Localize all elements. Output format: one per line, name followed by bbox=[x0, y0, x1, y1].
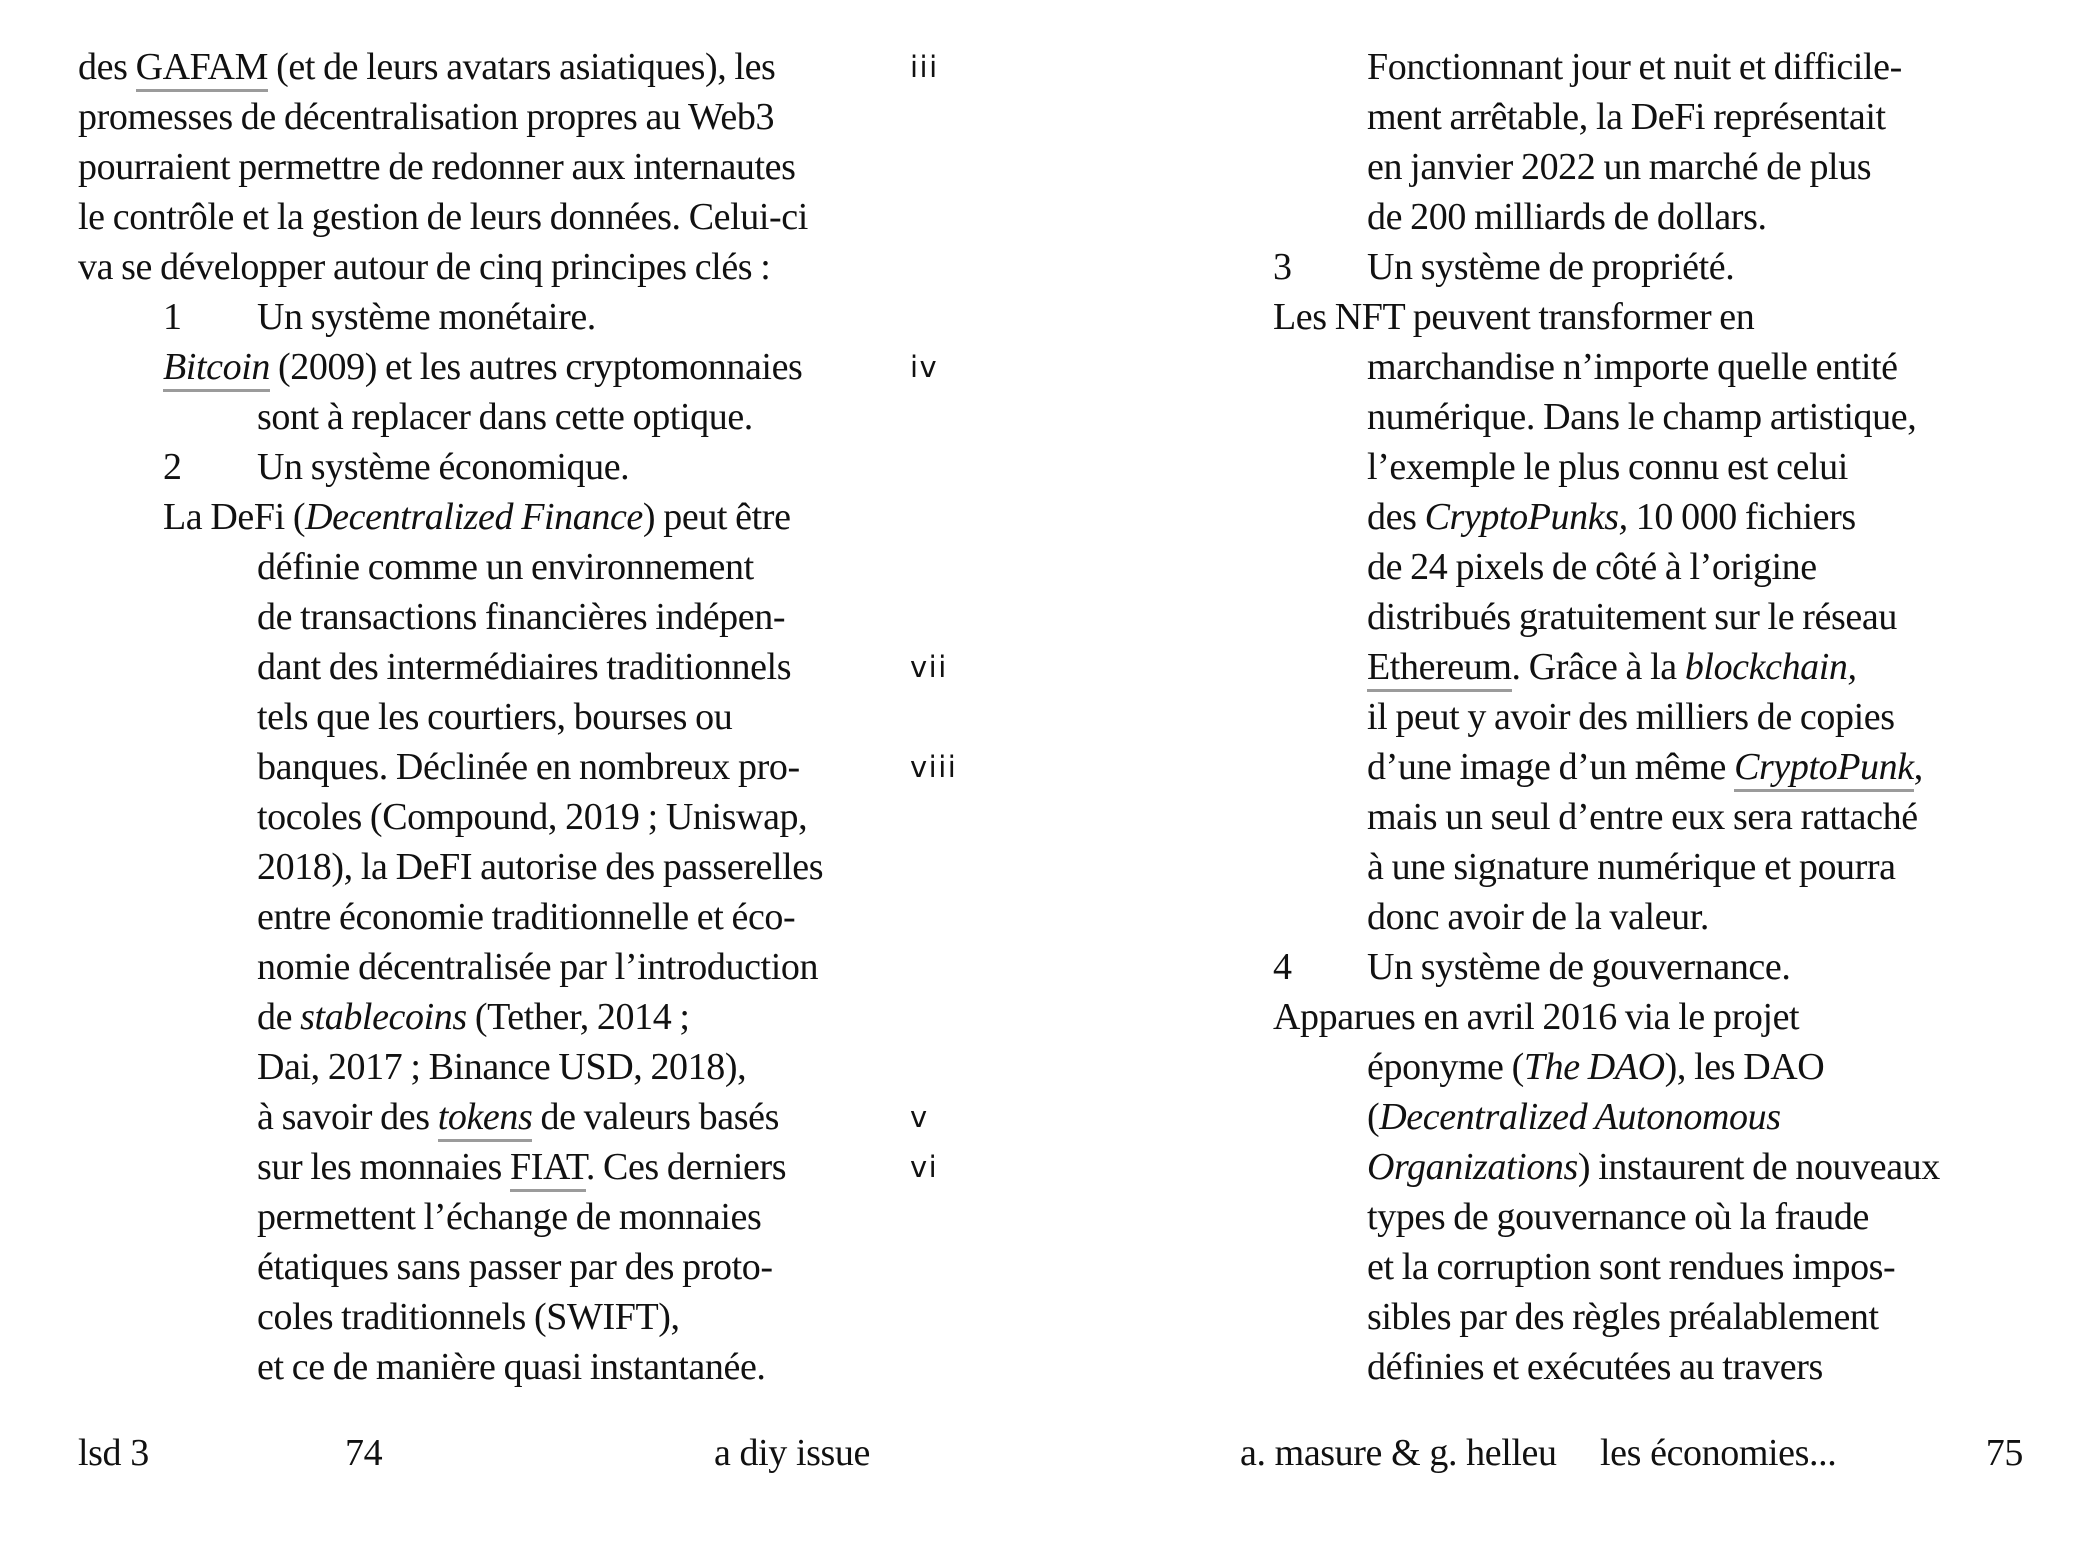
text-line bbox=[1367, 742, 2068, 792]
sidenote-marker: viii bbox=[910, 750, 958, 784]
text-line bbox=[257, 1242, 898, 1292]
text-line bbox=[257, 642, 898, 692]
text-line bbox=[1273, 292, 2068, 342]
text-segment: des bbox=[1367, 496, 1425, 538]
text-segment: il peut y avoir des milliers de copies bbox=[1367, 696, 1895, 738]
text-line bbox=[1367, 692, 2068, 742]
footer-authors: a. masure & g. helleu bbox=[1240, 1432, 1557, 1474]
text-segment: ) peut être bbox=[642, 496, 791, 538]
text-segment: l’exemple le plus connu est celui bbox=[1367, 446, 1848, 488]
text-line bbox=[1367, 1292, 2068, 1342]
sidenote-marker: vi bbox=[910, 1150, 939, 1184]
glossary-term: Ethereum bbox=[1367, 646, 1512, 692]
text-line bbox=[78, 242, 898, 292]
text-line bbox=[257, 942, 898, 992]
text-line bbox=[257, 992, 898, 1042]
text-line bbox=[1273, 242, 2068, 292]
text-segment: d’une image d’un même bbox=[1367, 746, 1735, 788]
text-segment: Les NFT peuvent transformer en bbox=[1273, 296, 1755, 338]
text-segment: sont à replacer dans cette optique. bbox=[257, 396, 753, 438]
text-segment: permettent l’échange de monnaies bbox=[257, 1196, 762, 1238]
text-segment: de bbox=[257, 996, 301, 1038]
text-segment: de 200 milliards de dollars. bbox=[1367, 196, 1767, 238]
text-line bbox=[1367, 1042, 2068, 1092]
text-segment: Un système monétaire. bbox=[257, 296, 596, 338]
text-segment: 2018), la DeFI autorise des passerelles bbox=[257, 846, 824, 888]
text-line bbox=[257, 1092, 898, 1142]
text-line bbox=[1367, 1342, 2068, 1392]
text-line bbox=[1367, 642, 2068, 692]
right-page-text-column bbox=[1188, 42, 2068, 1392]
text-segment: de 24 pixels de côté à l’origine bbox=[1367, 546, 1817, 588]
text-line bbox=[1367, 42, 2068, 92]
text-segment: ( bbox=[1367, 1096, 1380, 1138]
text-segment: CryptoPunks, bbox=[1424, 496, 1628, 538]
text-segment: . Ces derniers bbox=[585, 1146, 787, 1188]
text-segment: éponyme ( bbox=[1367, 1046, 1524, 1088]
text-line bbox=[1367, 92, 2068, 142]
text-segment: Un système de propriété. bbox=[1367, 246, 1735, 288]
text-line bbox=[257, 892, 898, 942]
text-segment: Fonctionnant jour et nuit et difficile- bbox=[1367, 46, 1902, 88]
text-line bbox=[1367, 142, 2068, 192]
text-line bbox=[163, 292, 898, 342]
text-segment: Decentralized Finance bbox=[305, 496, 643, 538]
text-segment: à une signature numérique et pourra bbox=[1367, 846, 1896, 888]
text-segment: numérique. Dans le champ artistique, bbox=[1367, 396, 1917, 438]
text-line bbox=[257, 1142, 898, 1192]
text-segment: ment arrêtable, la DeFi représentait bbox=[1367, 96, 1886, 138]
glossary-term: GAFAM bbox=[136, 46, 268, 92]
text-line bbox=[257, 1342, 898, 1392]
text-line bbox=[1367, 1192, 2068, 1242]
text-segment: dant des intermédiaires traditionnels bbox=[257, 646, 792, 688]
text-segment: promesses de décentralisation propres au Web3 bbox=[78, 96, 775, 138]
text-segment: pourraient permettre de redonner aux internautes bbox=[78, 146, 796, 188]
text-segment: . Grâce à la bbox=[1511, 646, 1685, 688]
text-line bbox=[1367, 592, 2068, 642]
footer-article-title: les économies... bbox=[1600, 1432, 1837, 1474]
text-segment: le contrôle et la gestion de leurs données. Celui-ci bbox=[78, 196, 808, 238]
text-line bbox=[257, 742, 898, 792]
text-segment: donc avoir de la valeur. bbox=[1367, 896, 1709, 938]
left-page-text-column bbox=[78, 42, 898, 1392]
text-segment: La DeFi ( bbox=[163, 496, 306, 538]
text-segment: de valeurs basés bbox=[532, 1096, 779, 1138]
text-line bbox=[1273, 992, 2068, 1042]
text-segment: marchandise n’importe quelle entité bbox=[1367, 346, 1898, 388]
text-segment: nomie décentralisée par l’introduction bbox=[257, 946, 819, 988]
glossary-term: tokens bbox=[438, 1096, 533, 1142]
text-line bbox=[163, 442, 898, 492]
text-line bbox=[257, 792, 898, 842]
text-line bbox=[257, 1192, 898, 1242]
text-line bbox=[78, 192, 898, 242]
text-segment: étatiques sans passer par des proto- bbox=[257, 1246, 773, 1288]
text-segment: stablecoins bbox=[300, 996, 467, 1038]
text-line bbox=[78, 142, 898, 192]
text-segment: coles traditionnels (SWIFT), bbox=[257, 1296, 680, 1338]
glossary-term: FIAT bbox=[510, 1146, 586, 1192]
text-line bbox=[1367, 842, 2068, 892]
text-line bbox=[163, 342, 898, 392]
text-segment: (et de leurs avatars asiatiques), les bbox=[268, 46, 776, 88]
sidenote-marker: iv bbox=[910, 350, 939, 384]
text-segment: ) instaurent de nouveaux bbox=[1577, 1146, 1940, 1188]
text-segment: sibles par des règles préalablement bbox=[1367, 1296, 1879, 1338]
text-segment: , bbox=[1913, 746, 1923, 788]
text-segment: Un système de gouvernance. bbox=[1367, 946, 1791, 988]
text-line bbox=[1367, 1092, 2068, 1142]
text-segment: Decentralized Autonomous bbox=[1379, 1096, 1781, 1138]
text-line bbox=[257, 1292, 898, 1342]
text-segment: entre économie traditionnelle et éco- bbox=[257, 896, 796, 938]
footer-issue-title: a diy issue bbox=[713, 1432, 870, 1474]
text-segment: Apparues en avril 2016 via le projet bbox=[1273, 996, 1800, 1038]
text-line bbox=[1367, 1142, 2068, 1192]
text-line bbox=[257, 542, 898, 592]
text-line bbox=[1367, 792, 2068, 842]
list-item-number: 4 bbox=[1273, 946, 1292, 988]
text-segment: tocoles (Compound, 2019 ; Uniswap, bbox=[257, 796, 808, 838]
text-segment: Organizations bbox=[1367, 1146, 1578, 1188]
text-segment: de transactions financières indépen- bbox=[257, 596, 786, 638]
text-line bbox=[1367, 492, 2068, 542]
text-segment: types de gouvernance où la fraude bbox=[1367, 1196, 1869, 1238]
text-segment: The DAO bbox=[1523, 1046, 1665, 1088]
text-segment: va se développer autour de cinq principes clés : bbox=[78, 246, 771, 288]
glossary-term: Bitcoin bbox=[163, 346, 270, 392]
text-line bbox=[1367, 442, 2068, 492]
text-line bbox=[78, 42, 898, 92]
text-line bbox=[1367, 1242, 2068, 1292]
text-segment: à savoir des bbox=[257, 1096, 438, 1138]
text-line bbox=[1367, 342, 2068, 392]
text-segment: (2009) et les autres cryptomonnaies bbox=[269, 346, 803, 388]
text-line bbox=[257, 1042, 898, 1092]
glossary-term: CryptoPunk bbox=[1734, 746, 1914, 792]
text-segment: mais un seul d’entre eux sera rattaché bbox=[1367, 796, 1918, 838]
text-line bbox=[1367, 192, 2068, 242]
sidenote-marker: v bbox=[910, 1100, 929, 1134]
text-segment: en janvier 2022 un marché de plus bbox=[1367, 146, 1872, 188]
list-item-number: 1 bbox=[163, 296, 182, 338]
sidenote-gutter bbox=[910, 42, 1000, 1442]
text-segment: définies et exécutées au travers bbox=[1367, 1346, 1823, 1388]
text-segment: définie comme un environnement bbox=[257, 546, 754, 588]
text-segment: ), les DAO bbox=[1664, 1046, 1825, 1088]
list-item-number: 2 bbox=[163, 446, 182, 488]
text-segment: 10 000 fichiers bbox=[1627, 496, 1856, 538]
text-line bbox=[78, 92, 898, 142]
text-segment: distribués gratuitement sur le réseau bbox=[1367, 596, 1897, 638]
text-segment: et ce de manière quasi instantanée. bbox=[257, 1346, 766, 1388]
text-segment: tels que les courtiers, bourses ou bbox=[257, 696, 733, 738]
text-line bbox=[257, 692, 898, 742]
text-segment: Dai, 2017 ; Binance USD, 2018), bbox=[257, 1046, 747, 1088]
text-line bbox=[257, 592, 898, 642]
text-line bbox=[1273, 942, 2068, 992]
text-line bbox=[257, 392, 898, 442]
list-item-number: 3 bbox=[1273, 246, 1292, 288]
text-line bbox=[1367, 392, 2068, 442]
text-line bbox=[163, 492, 898, 542]
text-line bbox=[257, 842, 898, 892]
text-segment: blockchain, bbox=[1684, 646, 1857, 688]
text-segment: Un système économique. bbox=[257, 446, 630, 488]
text-segment: (Tether, 2014 ; bbox=[466, 996, 690, 1038]
footer-journal-name: lsd 3 bbox=[78, 1432, 149, 1474]
text-segment: sur les monnaies bbox=[257, 1146, 510, 1188]
text-segment: des bbox=[78, 46, 136, 88]
text-line bbox=[1367, 542, 2068, 592]
sidenote-marker: iii bbox=[910, 50, 939, 84]
text-segment: et la corruption sont rendues impos- bbox=[1367, 1246, 1896, 1288]
footer-page-number-left: 74 bbox=[345, 1432, 383, 1474]
text-segment: banques. Déclinée en nombreux pro- bbox=[257, 746, 800, 788]
sidenote-marker: vii bbox=[910, 650, 948, 684]
footer-page-number-right: 75 bbox=[1985, 1432, 2023, 1474]
text-line bbox=[1367, 892, 2068, 942]
